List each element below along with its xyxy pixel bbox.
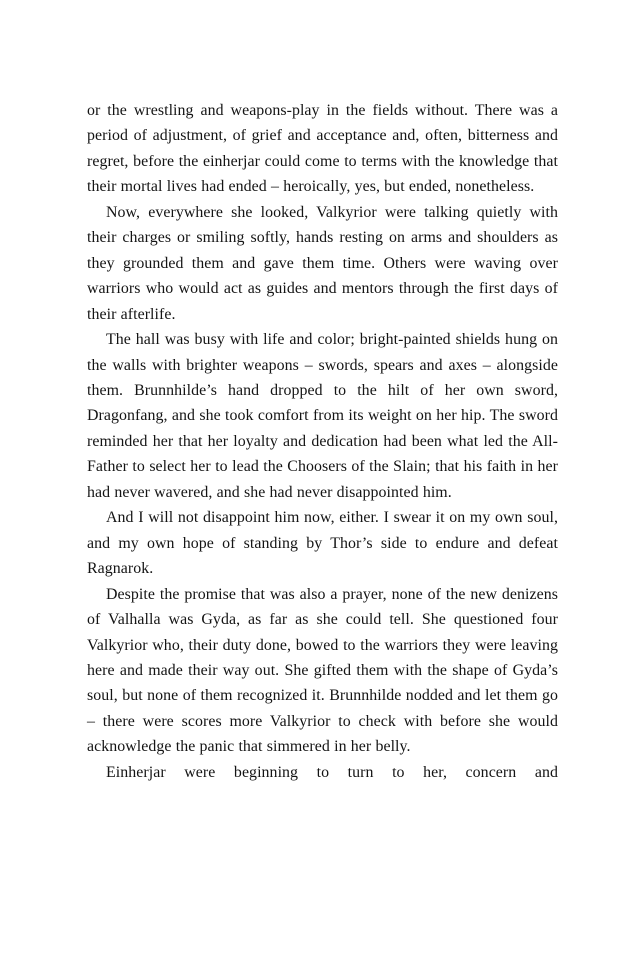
paragraph-despite-the-promise: Despite the promise that was also a prayer, none of the new denizens of Valhalla was Gyda, as far as she could tell. She questioned four Valkyrior who, their duty done, bowed to the warriors they were leaving here and made their way out. She gifted them with the shape of Gyda’s soul, but none of them recognized it. Brunnhilde nodded and let them go – there were scores more Valkyrior to check with before she would acknowledge the panic that simmered in her belly. bbox=[87, 585, 558, 756]
paragraph-oath: And I will not disappoint him now, either. I swear it on my own soul, and my own hope of standing by Thor’s side to endure and defeat Ragnarok. bbox=[87, 509, 558, 578]
paragraph-continued: or the wrestling and weapons-play in the fields without. There was a period of adjustment, of grief and acceptance and, often, bitterness and regret, before the einherjar could come to terms with the knowledge that their mortal lives had ended – heroically, yes, but ended, nonetheless. bbox=[87, 102, 558, 196]
page-text-block bbox=[87, 98, 558, 785]
paragraph-einherjar-cut-off: Einherjar were beginning to turn to her, concern and bbox=[106, 763, 558, 781]
paragraph-valkyrior-talking: Now, everywhere she looked, Valkyrior were talking quietly with their charges or smiling softly, hands resting on arms and shoulders as they grounded them and gave them time. Others were waving over warriors who would act as guides and mentors through the first days of their afterlife. bbox=[87, 203, 558, 323]
paragraph-the-hall: The hall was busy with life and color; bright-painted shields hung on the walls with brighter weapons – swords, spears and axes – alongside them. Brunnhilde’s hand dropped to the hilt of her own sword, Dragonfang, and she took comfort from its weight on her hip. The sword reminded her that her loyalty and dedication had been what led the All-Father to select her to lead the Choosers of the Slain; that his faith in her had never wavered, and she had never disappointed him. bbox=[87, 331, 558, 501]
